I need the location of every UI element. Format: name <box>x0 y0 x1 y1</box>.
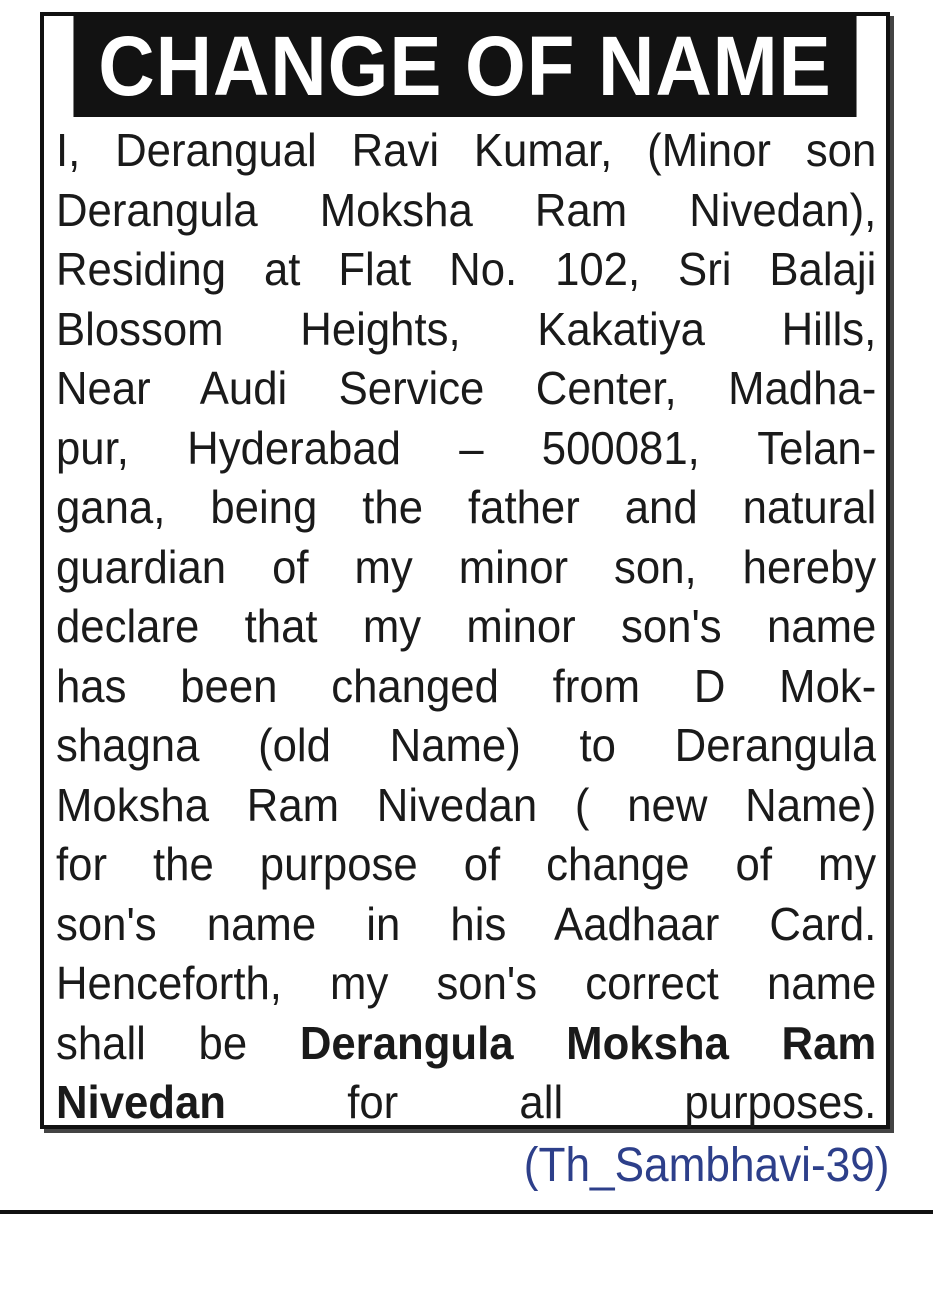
notice-body <box>56 121 876 1133</box>
new-name-bold-part-2: Nivedan <box>56 1076 227 1128</box>
notice-line-10: has been changed from D Mok- <box>56 659 877 712</box>
notice-line-6: pur, Hyderabad – 500081, Telan- <box>56 421 877 474</box>
notice-line-2: Derangula Moksha Ram Nivedan), <box>56 183 877 236</box>
bottom-divider <box>0 1210 933 1214</box>
notice-line-4: Blossom Heights, Kakatiya Hills, <box>56 302 877 355</box>
line-16-prefix: shall be <box>56 1016 300 1069</box>
notice-title: CHANGE OF NAME <box>73 16 856 117</box>
notice-line-3: Residing at Flat No. 102, Sri Balaji <box>56 243 877 295</box>
notice-line-9: declare that my minor son's name <box>56 600 877 652</box>
notice-line-14: son's name in his Aadhaar Card. <box>56 897 877 950</box>
reference-code: (Th_Sambhavi-39) <box>523 1139 889 1192</box>
notice-line-11: shagna (old Name) to Derangula <box>56 719 877 771</box>
notice-line-5: Near Audi Service Center, Madha- <box>56 362 877 414</box>
line-17-suffix: for all purposes. <box>226 1076 877 1128</box>
notice-line-17 <box>56 1073 876 1133</box>
notice-box <box>40 12 890 1129</box>
notice-line-1: I, Derangual Ravi Kumar, (Minor son <box>56 124 877 176</box>
notice-line-15: Henceforth, my son's correct name <box>56 957 877 1009</box>
new-name-bold-part-1: Derangula Moksha Ram <box>299 1016 877 1069</box>
notice-line-12: Moksha Ram Nivedan ( new Name) <box>56 778 877 831</box>
notice-line-8: guardian of my minor son, hereby <box>56 540 877 593</box>
notice-line-13: for the purpose of change of my <box>56 838 877 890</box>
notice-line-16 <box>56 1014 876 1074</box>
notice-line-7: gana, being the father and natural <box>56 481 877 533</box>
